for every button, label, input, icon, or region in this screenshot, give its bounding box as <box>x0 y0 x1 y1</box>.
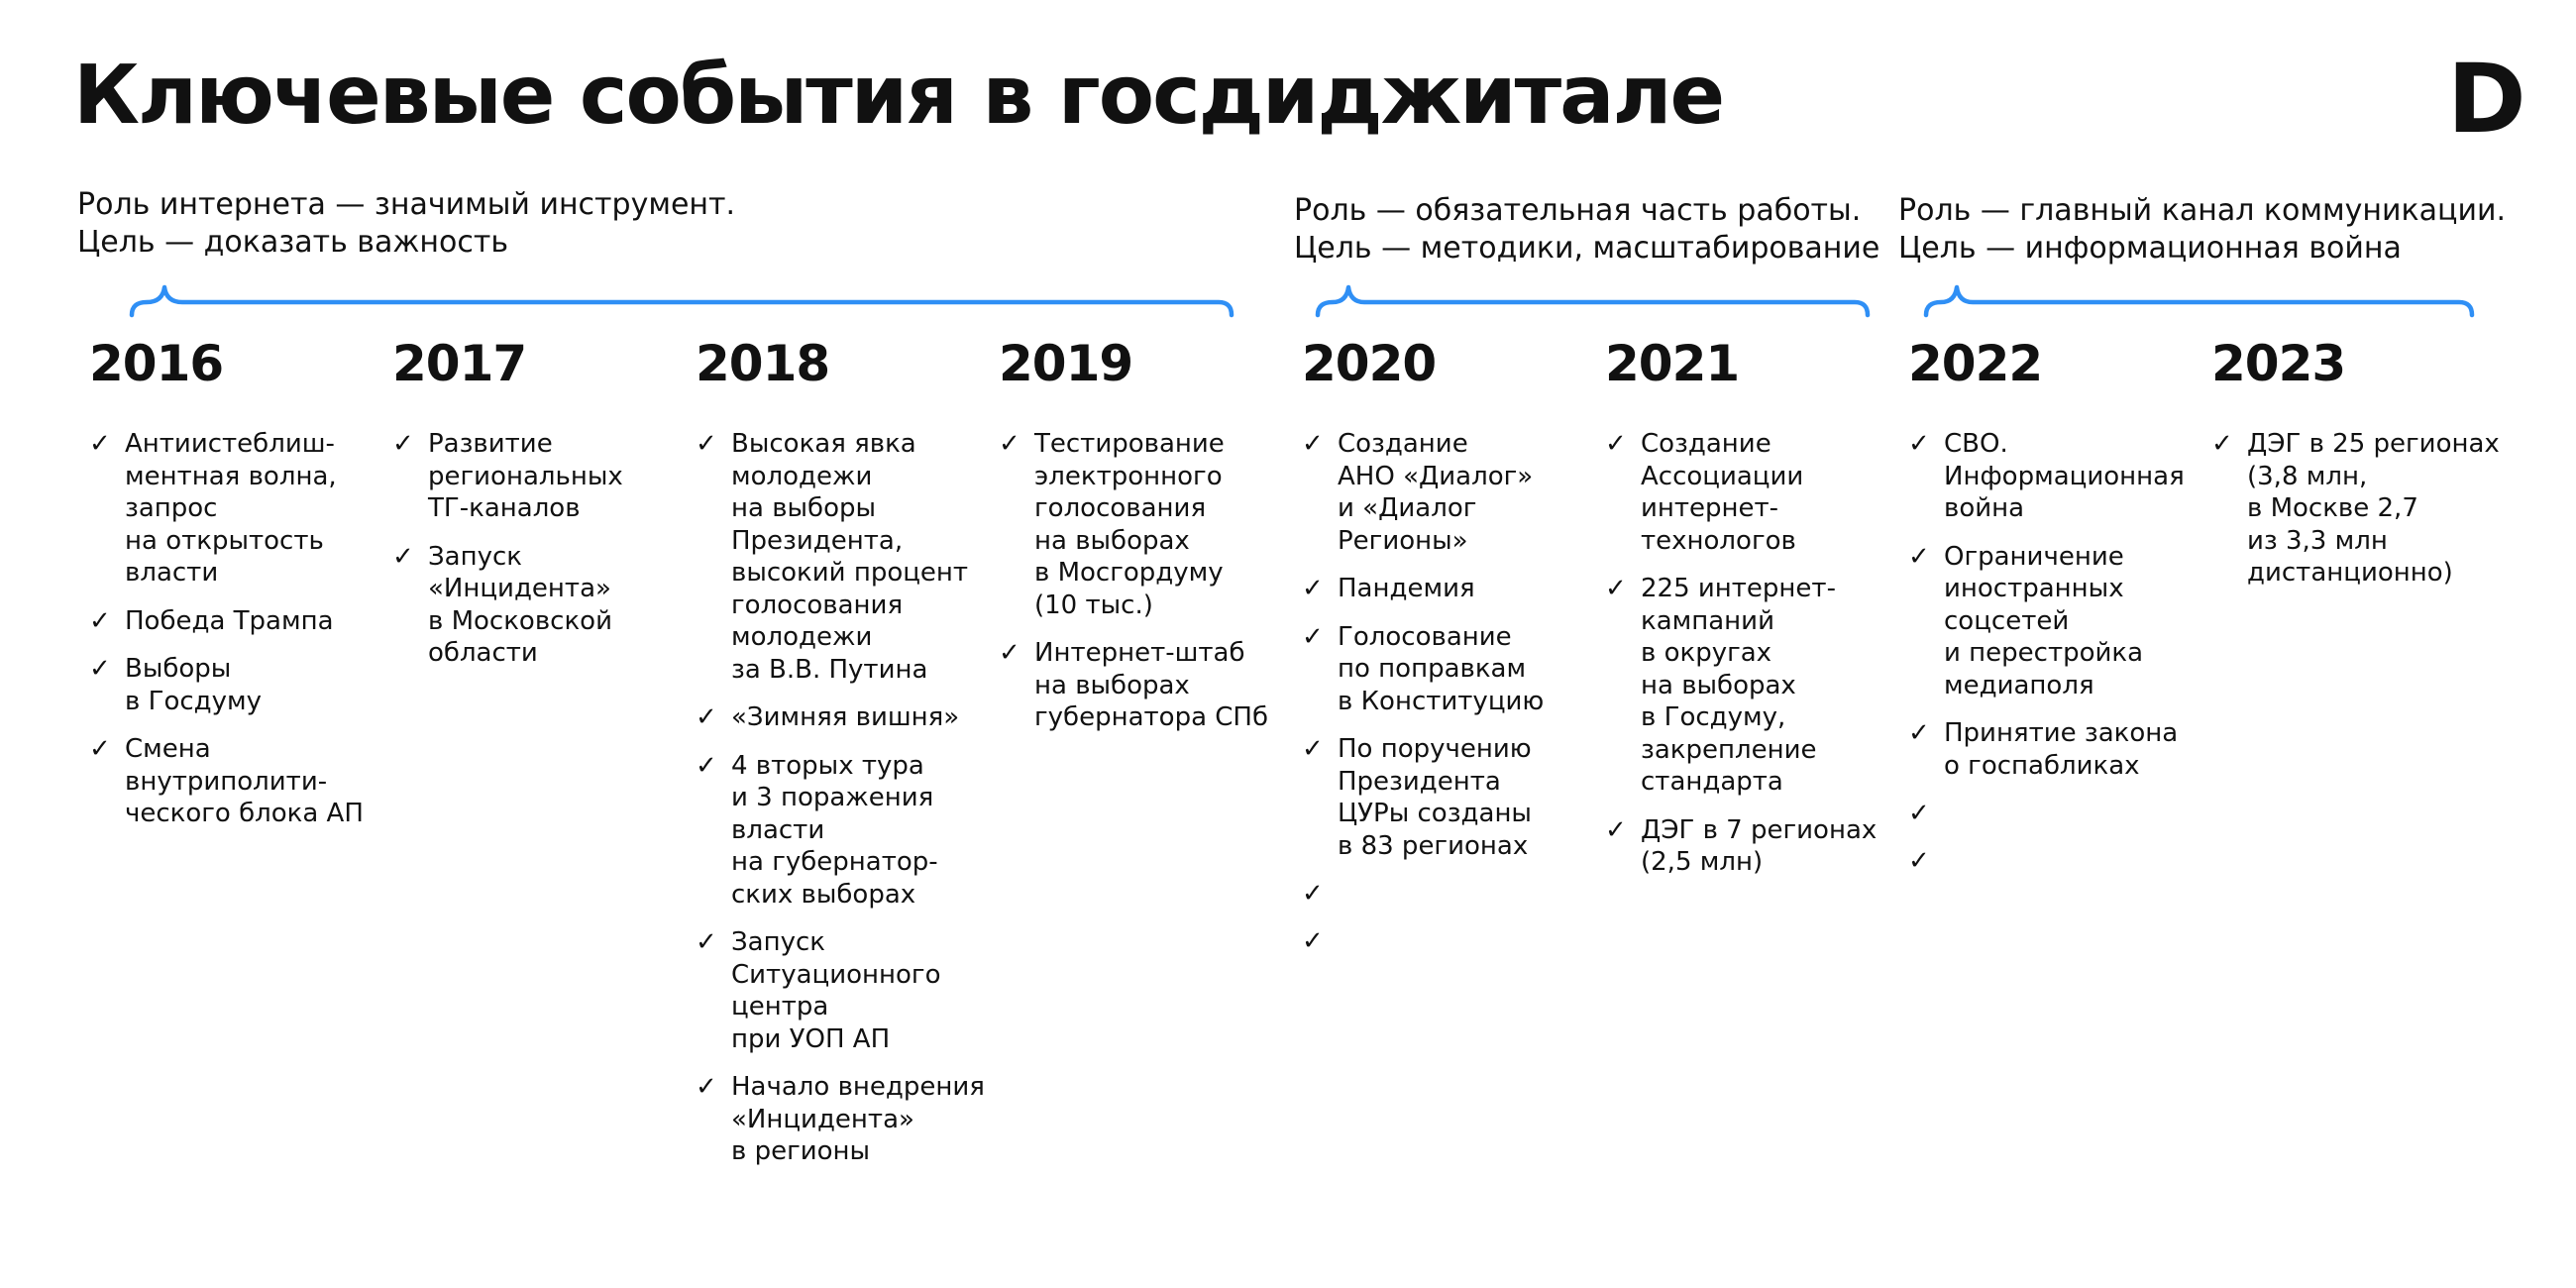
phase-description-1 <box>77 186 735 262</box>
event-list <box>89 428 386 830</box>
phase-brace-1 <box>132 287 1232 315</box>
phase-description-2 <box>1294 192 1879 268</box>
event-item <box>1302 573 1599 605</box>
event-item <box>1302 428 1599 557</box>
event-text: 4 вторых тура и 3 поражения власти на губернатор- ских выборах <box>731 750 938 910</box>
checkmark-icon: ✓ <box>999 429 1020 459</box>
checkmark-icon: ✓ <box>696 927 717 957</box>
event-item <box>392 541 690 670</box>
event-text: Принятие закона о госпабликах <box>1944 718 2179 781</box>
checkmark-icon: ✓ <box>696 1072 717 1102</box>
year-heading: 2016 <box>89 335 224 392</box>
event-text: «Зимняя вишня» <box>731 702 960 732</box>
event-text: Выборы в Госдуму <box>125 654 263 716</box>
event-list <box>1908 428 2205 877</box>
checkmark-icon: ✓ <box>392 541 414 572</box>
event-item <box>696 1071 993 1168</box>
event-list <box>696 428 993 1168</box>
checkmark-icon: ✓ <box>1908 799 1930 828</box>
checkmark-icon: ✓ <box>89 654 111 684</box>
event-text: Смена внутриполити- ческого блока АП <box>125 734 364 828</box>
year-column <box>89 335 386 846</box>
checkmark-icon: ✓ <box>1302 429 1324 459</box>
event-item <box>696 701 993 734</box>
event-item <box>89 653 386 717</box>
year-heading: 2022 <box>1908 335 2043 392</box>
checkmark-icon: ✓ <box>89 429 111 459</box>
event-item <box>2211 428 2509 590</box>
checkmark-icon: ✓ <box>2211 429 2233 459</box>
year-column <box>1302 335 1599 973</box>
checkmark-icon: ✓ <box>696 702 717 732</box>
event-item <box>1908 845 2205 877</box>
event-item <box>89 605 386 638</box>
checkmark-icon: ✓ <box>1605 574 1627 603</box>
year-column <box>696 335 993 1184</box>
checkmark-icon: ✓ <box>696 429 717 459</box>
event-item <box>999 637 1296 734</box>
year-column <box>1605 335 1902 895</box>
phase-goal: Цель — информационная война <box>1898 231 2402 266</box>
event-list <box>1302 428 1599 957</box>
event-text: ДЭГ в 7 регионах (2,5 млн) <box>1641 814 1878 877</box>
event-item <box>1908 541 2205 702</box>
event-text: Антиистеблиш- ментная волна, запрос на открытость власти <box>125 429 337 588</box>
event-text: Интернет-штаб на выборах губернатора СПб <box>1034 638 1269 732</box>
event-item <box>696 750 993 912</box>
checkmark-icon: ✓ <box>89 734 111 764</box>
event-text: Развитие региональных ТГ-каналов <box>428 429 623 523</box>
checkmark-icon: ✓ <box>1908 718 1930 748</box>
phase-brace-2 <box>1318 287 1868 315</box>
event-text: Создание АНО «Диалог» и «Диалог Регионы» <box>1338 429 1534 556</box>
checkmark-icon: ✓ <box>1908 541 1930 572</box>
event-list <box>1605 428 1902 879</box>
year-heading: 2017 <box>392 335 527 392</box>
checkmark-icon: ✓ <box>1302 621 1324 652</box>
event-text: Высокая явка молодежи на выборы Президента, высокий процент голосования молодежи за В.В. Путина <box>731 429 969 685</box>
event-item <box>1605 428 1902 557</box>
event-text: Создание Ассоциации интернет- технологов <box>1641 429 1804 556</box>
event-text: Тестирование электронного голосования на выборах в Мосгордуму (10 тыс.) <box>1034 429 1225 620</box>
checkmark-icon: ✓ <box>1302 926 1324 956</box>
checkmark-icon: ✓ <box>1605 429 1627 459</box>
event-item <box>999 428 1296 621</box>
event-item <box>1302 878 1599 910</box>
phase-goal: Цель — методики, масштабирование <box>1294 231 1880 266</box>
event-text: ДЭГ в 25 регионах (3,8 млн, в Москве 2,7 из 3,3 млн дистанционно) <box>2247 429 2500 588</box>
event-text: Победа Трампа <box>125 605 334 636</box>
checkmark-icon: ✓ <box>999 638 1020 668</box>
event-text: 225 интернет- кампаний в округах на выборах в Госдуму, закрепление стандарта <box>1641 574 1836 797</box>
brand-logo: D <box>2447 44 2526 155</box>
event-item <box>1302 621 1599 718</box>
year-heading: 2021 <box>1605 335 1740 392</box>
checkmark-icon: ✓ <box>1302 574 1324 603</box>
year-column <box>1908 335 2205 893</box>
event-item <box>1302 733 1599 862</box>
event-item <box>1908 717 2205 782</box>
checkmark-icon: ✓ <box>1605 814 1627 845</box>
event-item <box>89 733 386 830</box>
phase-role: Роль — главный канал коммуникации. <box>1898 193 2506 228</box>
event-item <box>1908 428 2205 525</box>
event-item <box>696 428 993 686</box>
event-list <box>999 428 1296 734</box>
year-column <box>2211 335 2509 605</box>
checkmark-icon: ✓ <box>1908 846 1930 876</box>
checkmark-icon: ✓ <box>1908 429 1930 459</box>
event-item <box>696 926 993 1055</box>
checkmark-icon: ✓ <box>392 429 414 459</box>
event-item <box>89 428 386 590</box>
event-text: Пандемия <box>1338 574 1475 603</box>
event-text: Ограничение иностранных соцсетей и перестройка медиаполя <box>1944 541 2144 700</box>
event-item <box>1605 814 1902 879</box>
event-item <box>1605 573 1902 799</box>
phase-brace-3 <box>1926 287 2472 315</box>
event-list <box>392 428 690 670</box>
phase-goal: Цель — доказать важность <box>77 225 509 260</box>
event-item <box>1908 798 2205 829</box>
event-text: Голосование по поправкам в Конституцию <box>1338 621 1545 716</box>
event-list <box>2211 428 2509 590</box>
phase-description-3 <box>1898 192 2506 268</box>
year-heading: 2023 <box>2211 335 2346 392</box>
event-text: По поручению Президента ЦУРы созданы в 83 регионах <box>1338 734 1532 861</box>
event-item <box>1302 925 1599 957</box>
event-text: Запуск Ситуационного центра при УОП АП <box>731 927 941 1054</box>
checkmark-icon: ✓ <box>89 605 111 636</box>
event-text: Запуск «Инцидента» в Московской области <box>428 541 612 668</box>
checkmark-icon: ✓ <box>1302 734 1324 764</box>
year-heading: 2020 <box>1302 335 1437 392</box>
page-title: Ключевые события в госдиджитале <box>73 49 1724 143</box>
event-item <box>392 428 690 525</box>
phase-role: Роль интернета — значимый инструмент. <box>77 187 736 222</box>
checkmark-icon: ✓ <box>696 750 717 781</box>
phase-role: Роль — обязательная часть работы. <box>1294 193 1862 228</box>
year-column <box>999 335 1296 750</box>
year-column <box>392 335 690 686</box>
event-text: СВО. Информационная война <box>1944 429 2185 523</box>
year-heading: 2019 <box>999 335 1133 392</box>
checkmark-icon: ✓ <box>1302 879 1324 909</box>
event-text: Начало внедрения «Инцидента» в регионы <box>731 1072 985 1166</box>
year-heading: 2018 <box>696 335 830 392</box>
